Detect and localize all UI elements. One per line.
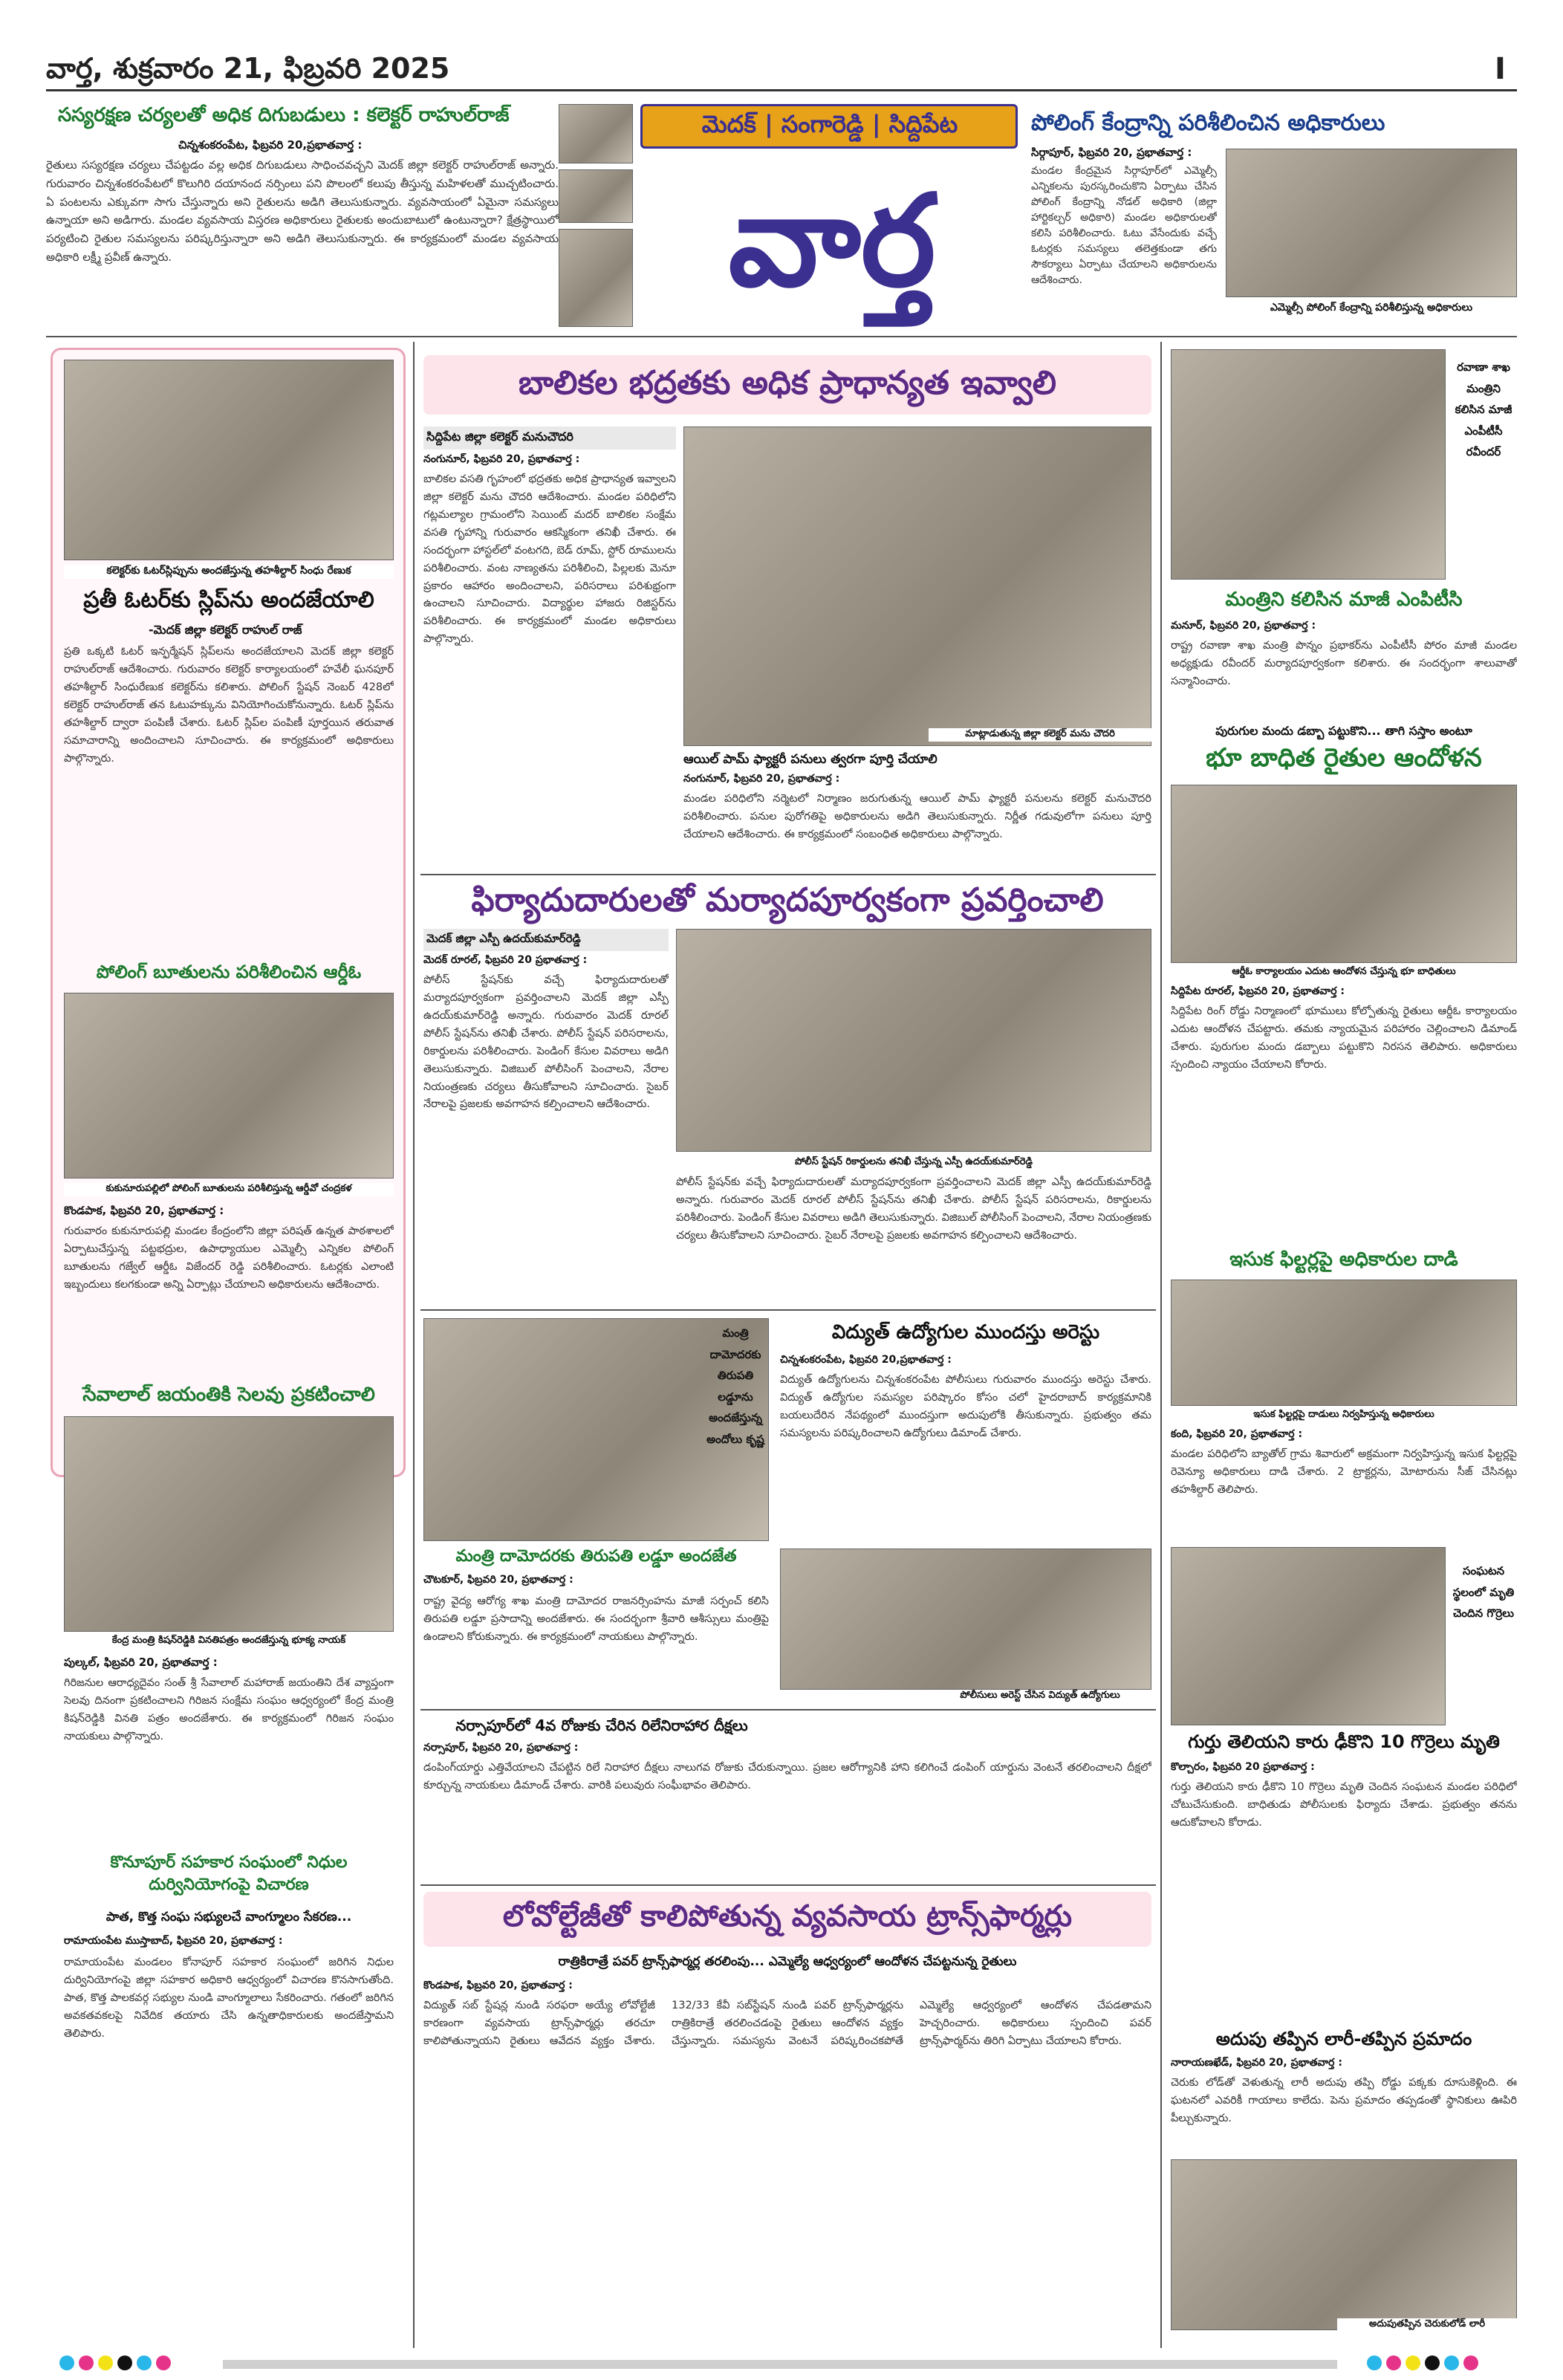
date-line: వార్త, శుక్రవారం 21, ఫిబ్రవరి 2025 xyxy=(46,52,450,85)
s6-headline: సేవాలాల్ జయంతికి సెలవు ప్రకటించాలి xyxy=(82,1384,375,1406)
s12-sub: రాత్రికిరాత్రే పవర్ ట్రాన్స్‌ఫార్మర్ల తరలింపు... ఎమ్మెల్యే ఆధ్వర్యంలో ఆందోళన చేపట్టనున్న రైతులు xyxy=(558,1954,1017,1969)
masthead-photo-2 xyxy=(559,169,633,223)
s8-body: పోలీస్ స్టేషన్‌కు వచ్చే ఫిర్యాదుదారులతో మర్యాదపూర్వకంగా ప్రవర్తించాలని మెదక్ జిల్లా ఎస్పీ ఉదయ్‌కుమార్‌రెడ్డి అన్నారు. గురువారం మెదక్ రూరల్ పోలీస్ స్టేషన్‌ను తనిఖీ చేశారు. పోలీస్ స్టేషన్ పరిసరాలను, రికార్డులను పరిశీలించారు. పెండింగ్ కేసుల వివరాలు అడిగి తెలుసుకున్నారు. విజిబుల్ పోలీసింగ్ పెంచాలని, నేరాల నియంత్రణకు చర్యలు తీసుకోవాలని సూచించారు. సైబర్ నేరాలపై ప్రజలకు అవగాహన కల్పించాలని ఆదేశించారు. xyxy=(423,974,669,1111)
s2-byline: సిర్గాపూర్, ఫిబ్రవరి 20, ప్రభాతవార్త : xyxy=(1031,146,1192,159)
masthead-districts: మెదక్ | సంగారెడ్డి | సిద్దిపేట xyxy=(701,110,958,138)
color-registration-right xyxy=(1367,2355,1483,2372)
s16-byline: కొల్చారం, ఫిబ్రవరి 20 ప్రభాతవార్త : xyxy=(1171,1761,1315,1773)
s8-caption: పోలీస్ స్టేషన్ రికార్డులను తనిఖీ చేస్తున్న ఎస్పీ ఉదయ్‌కుమార్‌రెడ్డి xyxy=(676,1156,1151,1170)
s3-sub-byline: నంగునూర్, ఫిబ్రవరి 20, ప్రభాతవార్త : xyxy=(683,773,840,785)
s8-photo xyxy=(676,929,1151,1152)
left-col-rule xyxy=(413,342,415,2348)
s17-caption: అదుపుతప్పిన చెరుకులోడ్ లారీ xyxy=(1337,2318,1517,2332)
s10-photo xyxy=(780,1549,1151,1690)
s9-body: రాష్ట్ర వైద్య ఆరోగ్య శాఖ మంత్రి దామోదర రాజనర్సింహను మాజీ సర్పంచ్ కలిసి తిరుపతి లడ్డూ ప్రసాదాన్ని అందజేశారు. ఈ సందర్భంగా శ్రీవారి ఆశీస్సులు మంత్రిపై ఉండాలని కోరుకున్నారు. ఈ కార్యక్రమంలో నాయకులు పాల్గొన్నారు. xyxy=(423,1595,769,1643)
s17-headline: అదుపు తప్పిన లారీ-తప్పిన ప్రమాదం xyxy=(1215,2029,1472,2049)
s13-headline: మంత్రిని కలిసిన మాజీ ఎంపిటీసి xyxy=(1225,588,1463,611)
s11-byline: నర్సాపూర్, ఫిబ్రవరి 20, ప్రభాతవార్త : xyxy=(423,1742,579,1754)
s1-headline: సస్యరక్షణ చర్యలతో అధిక దిగుబడులు : కలెక్టర్ రాహుల్‌రాజ్ xyxy=(58,104,510,126)
center-rule-4 xyxy=(420,1884,1156,1886)
s5-headline: పోలింగ్ బూతులను పరిశీలించిన ఆర్డీఓ xyxy=(96,962,362,982)
s17-byline: నారాయణఖేడ్, ఫిబ్రవరి 20, ప్రభాతవార్త : xyxy=(1171,2057,1342,2069)
s7-kicker: కొనూపూర్ సహకార సంఘంలో నిధుల దుర్వినియోగంపై విచారణ xyxy=(110,1853,348,1894)
s7-body: రామాయంపేట మండలం కోనాపూర్ సహకార సంఘంలో జరిగిన నిధుల దుర్వినియోగంపై జిల్లా సహకార అధికారి ఆధ్వర్యంలో విచారణ కొనసాగుతోంది. పాత, కొత్త పాలకవర్గ సభ్యుల నుండి వాంగ్మూలాలు సేకరించారు. గతంలో జరిగిన అవకతవకలపై నివేదిక తయారు చేసి ఉన్నతాధికారులకు అందజేస్తామని తెలిపారు. xyxy=(64,1956,394,2040)
s5-byline: కొండపాక, ఫిబ్రవరి 20, ప్రభాతవార్త : xyxy=(64,1204,224,1217)
s9-byline: చౌటకూర్, ఫిబ్రవరి 20, ప్రభాతవార్త : xyxy=(423,1574,573,1586)
s13-photo xyxy=(1171,349,1446,580)
s17-body: చెరుకు లోడ్‌తో వెళుతున్న లారీ అదుపు తప్పి రోడ్డు పక్కకు దూసుకెళ్లింది. ఈ ఘటనలో ఎవరికీ గాయాలు కాలేదు. పెను ప్రమాదం తప్పడంతో స్థానికులు ఊపిరి పీల్చుకున్నారు. xyxy=(1171,2077,1517,2124)
s15-byline: కంది, ఫిబ్రవరి 20, ప్రభాతవార్త : xyxy=(1171,1428,1303,1440)
s14-body: సిద్దిపేట రింగ్ రోడ్డు నిర్మాణంలో భూములు కోల్పోతున్న రైతులు ఆర్డీఓ కార్యాలయం ఎదుట ఆందోళన చేపట్టారు. తమకు న్యాయమైన పరిహారం చెల్లించాలని డిమాండ్ చేశారు. పురుగుల మందు డబ్బాలు పట్టుకొని నిరసన తెలిపారు. అధికారులు స్పందించి న్యాయం చేయాలని కోరారు. xyxy=(1171,1005,1517,1071)
center-rule-1 xyxy=(420,874,1156,875)
s4-body: ప్రతి ఒక్కటి ఓటర్ ఇన్ఫర్మేషన్ స్లిప్‌లను అందజేయాలని మెదక్ జిల్లా కలెక్టర్ రాహుల్‌రాజ్ ఆదేశించారు. గురువారం కలెక్టర్ కార్యాలయంలో హవేలీ ఘనపూర్ తహశీల్దార్ సింధురేణుక కలెక్టర్‌ను కలిశారు. పోలింగ్ స్టేషన్ నెంబర్ 428లో కలెక్టర్ రాహుల్‌రాజ్ తన ఓటుహక్కును వినియోగించుకోనున్నారు. ఓటర్ స్లిప్‌ను తహశీల్దార్ ద్వారా పంపిణీ చేశారు. ఓటర్ స్లిప్‌ల పంపిణీ పూర్తయిన తరువాత సమాచారాన్ని అందించాలని సూచించారు. ఈ కార్యక్రమంలో అధికారులు పాల్గొన్నారు. xyxy=(64,646,394,765)
s2-body: మండల కేంద్రమైన సిర్గాపూర్‌లో ఎమ్మెల్సీ ఎన్నికలను పురస్కరించుకొని ఏర్పాటు చేసిన పోలింగ్ కేంద్రాన్ని నోడల్ అధికారి (జిల్లా హార్టికల్చర్ అధికారి) మండల అధికారులతో కలిసి పరిశీలించారు. ఓటు వేసేందుకు వచ్చే ఓటర్లకు సమస్యలు తలెత్తకుండా తగు సౌకర్యాలు ఏర్పాటు చేయాలని అధికారులను ఆదేశించారు. xyxy=(1031,165,1217,286)
s10-headline: విద్యుత్ ఉద్యోగుల ముందస్తు అరెస్టు xyxy=(831,1321,1100,1343)
center-rule-2 xyxy=(420,1309,1156,1311)
s3-caption: మాట్లాడుతున్న జిల్లా కలెక్టర్ మను చౌదరి xyxy=(929,728,1151,742)
s14-photo xyxy=(1171,785,1517,963)
s3-headline: బాలికల భద్రతకు అధిక ప్రాధాన్యత ఇవ్వాలి xyxy=(519,364,1056,402)
s9-side-label: మంత్రి దామోదరకు తిరుపతి లడ్డూను అందజేస్తున్న అందోలు కృష్ణ xyxy=(706,1326,764,1446)
s7-byline: రామాయంపేట ముస్తాబాద్, ఫిబ్రవరి 20, ప్రభాతవార్త : xyxy=(64,1935,283,1947)
right-col-rule xyxy=(1160,342,1162,2348)
s16-photo xyxy=(1171,1547,1446,1725)
s15-caption: ఇసుక ఫిల్టర్లపై దాడులు నిర్వహిస్తున్న అధికారులు xyxy=(1171,1409,1517,1422)
s15-headline: ఇసుక ఫిల్టర్లపై అధికారుల దాడి xyxy=(1229,1248,1458,1271)
s8-byline: మెదక్ జిల్లా ఎస్పీ ఉదయ్‌కుమార్‌రెడ్డి xyxy=(423,929,669,951)
s8-dateline: మెదక్ రూరల్, ఫిబ్రవరి 20 ప్రభాతవార్త : xyxy=(423,954,588,966)
s3-sub-headline: ఆయిల్ పామ్ ఫ్యాక్టరీ పనులు త్వరగా పూర్తి చేయాలి xyxy=(683,752,938,767)
s10-body: విద్యుత్ ఉద్యోగులను చిన్నశంకరంపేట పోలీసులు గురువారం ముందస్తు అరెస్టు చేశారు. విద్యుత్ ఉద్యోగుల సమస్యల పరిష్కారం కోసం చలో హైదరాబాద్ కార్యక్రమానికి బయలుదేరిన నేపథ్యంలో ముందస్తుగా అదుపులోకి తీసుకున్నారు. ప్రభుత్వం తమ సమస్యలను పరిష్కరించాలని ఉద్యోగులు డిమాండ్ చేశారు. xyxy=(780,1374,1151,1439)
s3-sub-body: మండల పరిధిలోని నర్మెటలో నిర్మాణం జరుగుతున్న ఆయిల్ పామ్ ఫ్యాక్టరీ పనులను కలెక్టర్ మనుచౌదరి పరిశీలించారు. పనుల పురోగతిపై అధికారులను అడిగి తెలుసుకున్నారు. నిర్ణీత గడువులోగా పనులు పూర్తి చేయాలని ఆదేశించారు. ఈ కార్యక్రమంలో సంబంధిత అధికారులు పాల్గొన్నారు. xyxy=(683,793,1151,840)
color-registration-left xyxy=(59,2355,175,2372)
header-rule xyxy=(46,89,1517,91)
s10-byline: చిన్నశంకరంపేట, ఫిబ్రవరి 20,ప్రభాతవార్త : xyxy=(780,1354,952,1366)
top-rule xyxy=(46,336,1517,337)
s5-caption: కుకునూరుపల్లిలో పోలింగ్ బూతులను పరిశీలిస్తున్న ఆర్డీవో చంద్రకళ xyxy=(64,1183,394,1196)
footer-gray-bar xyxy=(223,2360,1337,2369)
s2-headline: పోలింగ్ కేంద్రాన్ని పరిశీలించిన అధికారులు xyxy=(1031,110,1385,136)
s9-headline: మంత్రి దామోదరకు తిరుపతి లడ్డూ అందజేత xyxy=(455,1547,737,1566)
s2-photo xyxy=(1226,149,1517,297)
s16-headline: గుర్తు తెలియని కారు ఢీకొని 10 గొర్రెలు మృతి xyxy=(1188,1731,1500,1752)
page-number: I xyxy=(1495,52,1506,86)
masthead-logo: వార్త xyxy=(728,168,936,315)
s8-headline: ఫిర్యాదుదారులతో మర్యాదపూర్వకంగా ప్రవర్తించాలి xyxy=(471,881,1104,919)
s1-byline: చిన్నశంకరంపేట, ఫిబ్రవరి 20,ప్రభాతవార్త : xyxy=(178,138,363,152)
s3-body: బాలికల వసతి గృహంలో భద్రతకు అధిక ప్రాధాన్యత ఇవ్వాలని జిల్లా కలెక్టర్ మను చౌదరి ఆదేశించారు. మండల పరిధిలోని గట్లమల్యాల గ్రామంలోని సెయింట్ మదర్ బాలికల సంక్షేమ వసతి గృహాన్ని గురువారం ఆకస్మికంగా తనిఖీ చేశారు. ఈ సందర్భంగా హాస్టల్‌లో వంటగది, బెడ్ రూమ్, స్టోర్ రూములను పరిశీలించారు. వంట నాణ్యతను పరిశీలించి, పిల్లలకు మెనూ ప్రకారం ఆహారం అందించాలని, పరిసరాలు పరిశుభ్రంగా ఉంచాలని సూచించారు. విద్యార్థుల హాజరు రిజిస్టర్‌ను పరిశీలించారు. ఈ కార్యక్రమంలో మండల అధికారులు పాల్గొన్నారు. xyxy=(423,473,676,646)
s13-byline: మనూర్, ఫిబ్రవరి 20, ప్రభాతవార్త : xyxy=(1171,620,1316,632)
s4-caption: కలెక్టర్‌కు ఓటర్‌స్లిప్పును అందజేస్తున్న తహశీల్దార్ సింధు రేణుక xyxy=(64,565,394,579)
s11-body: డంపింగ్‌యార్డు ఎత్తివేయాలని చేపట్టిన రిలే నిరాహార దీక్షలు నాలుగవ రోజుకు చేరుకున్నాయి. ప్రజల ఆరోగ్యానికి హాని కలిగించే డంపింగ్ యార్డును వెంటనే తరలించాలని దీక్షలో కూర్చున్న నాయకులు డిమాండ్ చేశారు. వారికి పలువురు సంఘీభావం తెలిపారు. xyxy=(423,1762,1151,1792)
s14-byline: సిద్దిపేట రూరల్, ఫిబ్రవరి 20, ప్రభాతవార్త : xyxy=(1171,985,1345,997)
s15-photo xyxy=(1171,1280,1517,1406)
s17-photo xyxy=(1171,2159,1517,2330)
s13-body: రాష్ట్ర రవాణా శాఖ మంత్రి పొన్నం ప్రభాకర్‌ను ఎంపీటీసీ పోరం మాజీ మండల అధ్యక్షుడు రవీందర్ మర్యాదపూర్వకంగా కలిశారు. ఈ సందర్భంగా శాలువాతో సన్మానించారు. xyxy=(1171,640,1517,687)
masthead-photo-3 xyxy=(559,229,633,327)
s6-byline: పుల్కల్, ఫిబ్రవరి 20, ప్రభాతవార్త : xyxy=(64,1656,218,1669)
s3-dateline: నంగునూర్, ఫిబ్రవరి 20, ప్రభాతవార్త : xyxy=(423,453,580,465)
s12-byline: కొండపాక, ఫిబ్రవరి 20, ప్రభాతవార్త : xyxy=(423,1979,573,1991)
s16-side-label: సంఘటన స్థలంలో మృతి చెందిన గొర్రెలు xyxy=(1452,1564,1515,1620)
s7-sub: పాత, కొత్త సంఘ సభ్యులచే వాంగ్మూలం సేకరణ... xyxy=(105,1910,352,1925)
s3-photo xyxy=(683,427,1151,746)
s1-body: రైతులు సస్యరక్షణ చర్యలు చేపట్టడం వల్ల అధిక దిగుబడులు సాధించవచ్చని మెదక్ జిల్లా కలెక్టర్ రాహుల్‌రాజ్ అన్నారు. గురువారం చిన్నశంకరంపేటలో కొలుగిరి దయానంద నర్సింలు పని పొలంలో కలుపు తీస్తున్న మహిళలతో ముచ్చటించారు. ఏ పంటలను ఎక్కువగా సాగు చేస్తున్నారు అని రైతులను అడిగి తెలుసుకున్నారు. వ్యవసాయంలో ఏమైనా సమస్యలు ఉన్నాయా అని అడిగారు. మండల వ్యవసాయ విస్తరణ అధికారులు రైతులకు అందుబాటులో ఉంటున్నారా? క్షేత్రస్థాయిలో పర్యటించి రైతుల సమస్యలను పరిష్కరిస్తున్నారా అని అడిగి తెలుసుకున్నారు. ఈ కార్యక్రమంలో మండల వ్యవసాయ అధికారి లక్ష్మీ ప్రవీణ్ ఉన్నారు. xyxy=(46,158,559,264)
s4-byline: -మెదక్ జిల్లా కలెక్టర్ రాహుల్ రాజ్ xyxy=(149,623,302,637)
s6-photo xyxy=(64,1416,394,1632)
s16-body: గుర్తు తెలియని కారు ఢీకొని 10 గొర్రెలు మృతి చెందిన సంఘటన మండల పరిధిలో చోటుచేసుకుంది. బాధితుడు పోలీసులకు ఫిర్యాదు చేశాడు. ప్రభుత్వం తనను ఆదుకోవాలని కోరాడు. xyxy=(1171,1781,1517,1829)
s4-headline: ప్రతీ ఓటర్‌కు స్లిప్‌ను అందజేయాలి xyxy=(83,587,374,613)
s12-body: విద్యుత్ సబ్ స్టేషన్ల నుండి సరఫరా అయ్యే లోవోల్టేజీ కారణంగా వ్యవసాయ ట్రాన్స్‌ఫార్మర్లు తరచూ కాలిపోతున్నాయని రైతులు ఆవేదన వ్యక్తం చేశారు. 132/33 కేవీ సబ్‌స్టేషన్ నుండి పవర్ ట్రాన్స్‌ఫార్మర్లను రాత్రికిరాత్రే తరలించడంపై రైతులు ఆందోళన వ్యక్తం చేస్తున్నారు. సమస్యను వెంటనే పరిష్కరించకపోతే ఎమ్మెల్యే ఆధ్వర్యంలో ఆందోళన చేపడతామని హెచ్చరించారు. అధికారులు స్పందించి పవర్ ట్రాన్స్‌ఫార్మర్‌ను తిరిగి ఏర్పాటు చేయాలని కోరారు. xyxy=(423,2000,1151,2047)
s2-caption: ఎమ్మెల్సీ పోలింగ్ కేంద్రాన్ని పరిశీలిస్తున్న అధికారులు xyxy=(1226,302,1517,316)
s6-caption: కేంద్ర మంత్రి కిషన్‌రెడ్డికి వినతిపత్రం అందజేస్తున్న భూక్య నాయక్ xyxy=(64,1635,394,1648)
s10-caption: పోలీసులు అరెస్ట్ చేసిన విద్యుత్ ఉద్యోగులు xyxy=(929,1690,1151,1703)
s5-photo xyxy=(64,993,394,1178)
s4-photo xyxy=(64,360,394,560)
masthead-photo-1 xyxy=(559,104,633,163)
s3-byline: సిద్దిపేట జిల్లా కలెక్టర్ మనుచౌదరి xyxy=(423,427,676,450)
s14-kicker: పురుగుల మందు డబ్బా పట్టుకొని... తాగి సస్తాం అంటూ xyxy=(1215,724,1472,738)
s15-body: మండల పరిధిలోని బ్యాతోల్ గ్రామ శివారులో అక్రమంగా నిర్వహిస్తున్న ఇసుక ఫిల్టర్లపై రెవెన్యూ అధికారులు దాడి చేశారు. 2 ట్రాక్టర్లను, మోటారును సీజ్ చేసినట్లు తహశీల్దార్ తెలిపారు. xyxy=(1171,1448,1517,1496)
s13-side-label: రవాణా శాఖ మంత్రిని కలిసిన మాజీ ఎంపీటీసీ రవీందర్ xyxy=(1455,360,1512,458)
s14-headline: భూ బాధిత రైతుల ఆందోళన xyxy=(1206,743,1482,773)
center-rule-3 xyxy=(420,1709,1156,1711)
s8-body-cont: పోలీస్ స్టేషన్‌కు వచ్చే ఫిర్యాదుదారులతో మర్యాదపూర్వకంగా ప్రవర్తించాలని మెదక్ జిల్లా ఎస్పీ ఉదయ్‌కుమార్‌రెడ్డి అన్నారు. గురువారం మెదక్ రూరల్ పోలీస్ స్టేషన్‌ను తనిఖీ చేశారు. పోలీస్ స్టేషన్ పరిసరాలను, రికార్డులను పరిశీలించారు. పెండింగ్ కేసుల వివరాలు అడిగి తెలుసుకున్నారు. విజిబుల్ పోలీసింగ్ పెంచాలని, నేరాల నియంత్రణకు చర్యలు తీసుకోవాలని సూచించారు. సైబర్ నేరాలపై ప్రజలకు అవగాహన కల్పించాలని ఆదేశించారు. xyxy=(676,1176,1151,1242)
s14-caption: ఆర్డీఓ కార్యాలయం ఎదుట ఆందోళన చేస్తున్న భూ బాధితులు xyxy=(1171,966,1517,979)
s12-headline: లోవోల్టేజీతో కాలిపోతున్న వ్యవసాయ ట్రాన్స్‌ఫార్మర్లు xyxy=(502,1899,1073,1933)
s5-body: గురువారం కుకునూరుపల్లి మండల కేంద్రంలోని జిల్లా పరిషత్ ఉన్నత పాఠశాలలో ఏర్పాటుచేస్తున్న పట్టభద్రుల, ఉపాధ్యాయుల ఎమ్మెల్సీ ఎన్నికల పోలింగ్ బూతులను గజ్వేల్ ఆర్డీఓ విజేందర్ రెడ్డి పరిశీలించారు. ఓటర్లకు ఎలాంటి ఇబ్బందులు కలగకుండా అన్ని ఏర్పాట్లు చేయాలని అధికారులను ఆదేశించారు. xyxy=(64,1225,394,1291)
s6-body: గిరిజనుల ఆరాధ్యదైవం సంత్ శ్రీ సేవాలాల్ మహారాజ్ జయంతిని దేశ వ్యాప్తంగా సెలవు దినంగా ప్రకటించాలని గిరిజన సంక్షేమ సంఘం ఆధ్వర్యంలో కేంద్ర మంత్రి కిషన్‌రెడ్డికి వినతి పత్రం అందజేశారు. ఈ కార్యక్రమంలో గిరిజన సంఘం నాయకులు పాల్గొన్నారు. xyxy=(64,1677,394,1742)
s11-headline: నర్సాపూర్‌లో 4వ రోజుకు చేరిన రిలేనిరాహార దీక్షలు xyxy=(455,1716,748,1734)
